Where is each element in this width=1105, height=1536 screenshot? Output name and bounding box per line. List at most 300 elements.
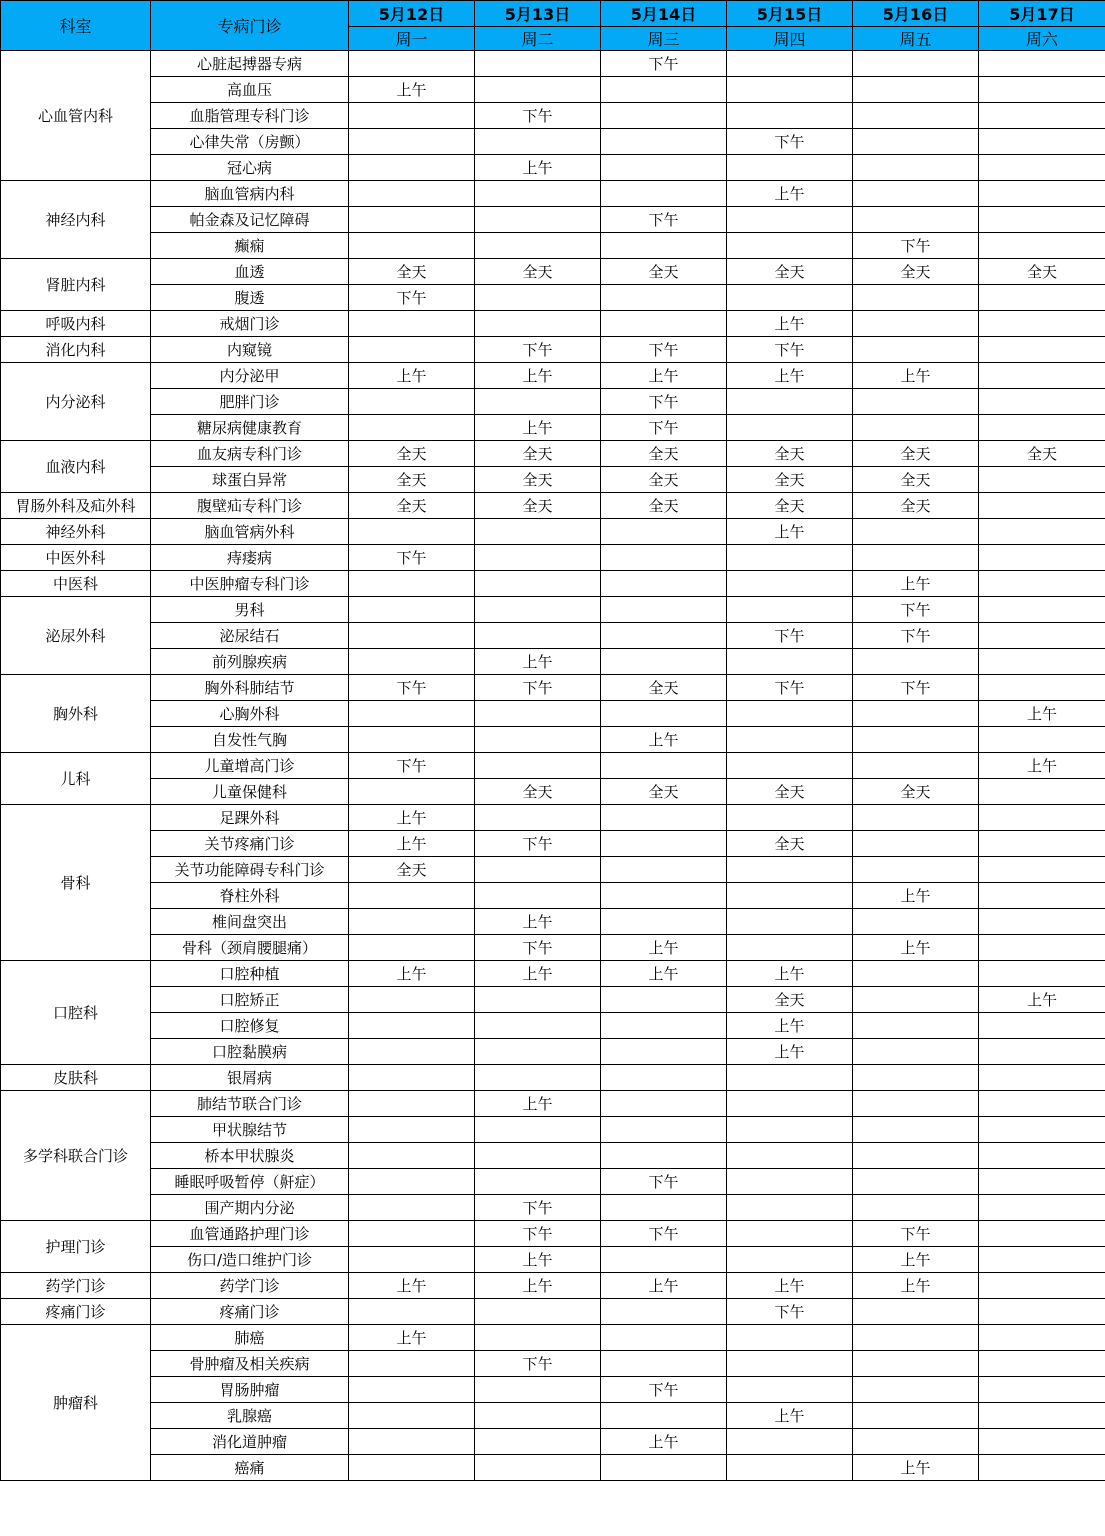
schedule-slot	[979, 155, 1105, 181]
schedule-slot	[601, 1299, 727, 1325]
schedule-slot	[979, 1377, 1105, 1403]
schedule-slot	[475, 1065, 601, 1091]
specialty-cell: 关节功能障碍专科门诊	[151, 857, 349, 883]
schedule-slot	[349, 1065, 475, 1091]
schedule-slot	[979, 1299, 1105, 1325]
specialty-cell: 骨科（颈肩腰腿痛）	[151, 935, 349, 961]
header-dept: 科室	[1, 1, 151, 51]
schedule-slot: 上午	[349, 805, 475, 831]
schedule-slot: 下午	[601, 415, 727, 441]
schedule-slot	[979, 233, 1105, 259]
schedule-slot	[601, 909, 727, 935]
schedule-slot: 上午	[853, 883, 979, 909]
schedule-slot	[727, 1455, 853, 1481]
schedule-slot	[853, 155, 979, 181]
schedule-slot	[853, 311, 979, 337]
table-body	[1, 51, 1105, 1481]
header-date: 5月12日	[349, 1, 475, 27]
schedule-slot: 下午	[853, 1221, 979, 1247]
schedule-slot	[727, 909, 853, 935]
table-row	[1, 597, 1105, 623]
specialty-cell: 男科	[151, 597, 349, 623]
dept-cell: 胃肠外科及疝外科	[1, 493, 151, 519]
schedule-slot	[979, 1455, 1105, 1481]
schedule-slot	[979, 285, 1105, 311]
schedule-slot	[727, 597, 853, 623]
table-row	[1, 1091, 1105, 1117]
specialty-cell: 乳腺癌	[151, 1403, 349, 1429]
schedule-slot: 下午	[853, 623, 979, 649]
schedule-slot: 上午	[853, 1273, 979, 1299]
schedule-slot	[475, 519, 601, 545]
schedule-slot	[349, 987, 475, 1013]
header-weekday: 周五	[853, 27, 979, 51]
schedule-slot: 全天	[727, 467, 853, 493]
schedule-slot	[349, 1143, 475, 1169]
schedule-slot: 全天	[853, 467, 979, 493]
dept-cell: 肿瘤科	[1, 1325, 151, 1481]
schedule-slot	[979, 77, 1105, 103]
specialty-cell: 癌痛	[151, 1455, 349, 1481]
schedule-slot	[853, 129, 979, 155]
schedule-slot	[601, 805, 727, 831]
schedule-slot	[727, 1117, 853, 1143]
schedule-slot	[979, 519, 1105, 545]
specialty-cell: 肺癌	[151, 1325, 349, 1351]
schedule-slot	[979, 207, 1105, 233]
schedule-slot	[979, 389, 1105, 415]
schedule-slot	[853, 207, 979, 233]
schedule-slot: 上午	[349, 363, 475, 389]
schedule-slot: 全天	[853, 493, 979, 519]
table-row	[1, 909, 1105, 935]
schedule-slot	[475, 1039, 601, 1065]
schedule-slot: 全天	[349, 259, 475, 285]
schedule-slot	[601, 1091, 727, 1117]
schedule-slot: 下午	[475, 103, 601, 129]
dept-cell: 胸外科	[1, 675, 151, 753]
schedule-slot: 全天	[727, 441, 853, 467]
table-row	[1, 77, 1105, 103]
schedule-slot	[475, 701, 601, 727]
schedule-slot: 上午	[349, 961, 475, 987]
schedule-slot	[349, 649, 475, 675]
schedule-slot: 全天	[727, 779, 853, 805]
schedule-slot: 上午	[475, 1091, 601, 1117]
table-row	[1, 259, 1105, 285]
schedule-slot	[349, 1299, 475, 1325]
table-row	[1, 1273, 1105, 1299]
schedule-slot	[349, 1195, 475, 1221]
table-row	[1, 1221, 1105, 1247]
schedule-slot	[601, 1351, 727, 1377]
dept-cell: 疼痛门诊	[1, 1299, 151, 1325]
schedule-slot	[853, 909, 979, 935]
schedule-slot: 下午	[727, 129, 853, 155]
specialty-cell: 椎间盘突出	[151, 909, 349, 935]
table-row	[1, 285, 1105, 311]
dept-cell: 骨科	[1, 805, 151, 961]
header-weekday: 周六	[979, 27, 1105, 51]
schedule-slot	[979, 51, 1105, 77]
schedule-slot	[475, 1429, 601, 1455]
schedule-slot	[349, 1039, 475, 1065]
table-row	[1, 155, 1105, 181]
specialty-cell: 伤口/造口维护门诊	[151, 1247, 349, 1273]
schedule-slot	[475, 207, 601, 233]
schedule-slot: 全天	[979, 259, 1105, 285]
schedule-slot	[349, 233, 475, 259]
schedule-slot: 下午	[349, 285, 475, 311]
header-date: 5月16日	[853, 1, 979, 27]
specialty-cell: 痔瘘病	[151, 545, 349, 571]
schedule-slot: 上午	[727, 1039, 853, 1065]
table-row	[1, 1325, 1105, 1351]
schedule-slot: 上午	[601, 961, 727, 987]
schedule-slot	[853, 51, 979, 77]
table-row	[1, 1065, 1105, 1091]
header-weekday: 周四	[727, 27, 853, 51]
schedule-slot	[349, 727, 475, 753]
schedule-slot	[727, 1221, 853, 1247]
specialty-cell: 脊柱外科	[151, 883, 349, 909]
schedule-slot: 上午	[853, 935, 979, 961]
table-row	[1, 233, 1105, 259]
schedule-slot	[349, 519, 475, 545]
schedule-slot: 全天	[475, 493, 601, 519]
schedule-slot	[979, 675, 1105, 701]
schedule-slot	[727, 77, 853, 103]
schedule-slot	[853, 961, 979, 987]
specialty-cell: 糖尿病健康教育	[151, 415, 349, 441]
schedule-slot	[853, 1429, 979, 1455]
specialty-cell: 心律失常（房颤）	[151, 129, 349, 155]
schedule-slot: 下午	[349, 545, 475, 571]
dept-cell: 儿科	[1, 753, 151, 805]
schedule-slot: 上午	[475, 155, 601, 181]
schedule-slot	[601, 1143, 727, 1169]
schedule-slot	[475, 1377, 601, 1403]
specialty-cell: 骨肿瘤及相关疾病	[151, 1351, 349, 1377]
schedule-slot: 全天	[727, 831, 853, 857]
header-date: 5月14日	[601, 1, 727, 27]
table-row	[1, 129, 1105, 155]
table-row	[1, 1039, 1105, 1065]
schedule-slot	[601, 701, 727, 727]
specialty-cell: 肺结节联合门诊	[151, 1091, 349, 1117]
schedule-slot	[475, 727, 601, 753]
dept-cell: 内分泌科	[1, 363, 151, 441]
schedule-slot	[349, 207, 475, 233]
schedule-slot	[979, 1169, 1105, 1195]
table-row	[1, 1455, 1105, 1481]
dept-cell: 血液内科	[1, 441, 151, 493]
schedule-slot: 上午	[475, 649, 601, 675]
schedule-slot: 上午	[727, 961, 853, 987]
schedule-slot: 全天	[601, 493, 727, 519]
table-row	[1, 181, 1105, 207]
specialty-cell: 关节疼痛门诊	[151, 831, 349, 857]
schedule-slot	[727, 1065, 853, 1091]
schedule-slot	[853, 389, 979, 415]
schedule-slot	[979, 337, 1105, 363]
schedule-slot	[979, 1325, 1105, 1351]
schedule-slot	[475, 545, 601, 571]
schedule-slot	[475, 883, 601, 909]
schedule-slot: 全天	[475, 441, 601, 467]
schedule-slot	[475, 1455, 601, 1481]
schedule-slot: 下午	[475, 675, 601, 701]
schedule-slot	[979, 311, 1105, 337]
schedule-slot: 下午	[853, 675, 979, 701]
schedule-slot	[601, 649, 727, 675]
schedule-slot	[853, 285, 979, 311]
schedule-slot	[475, 857, 601, 883]
schedule-slot	[979, 597, 1105, 623]
schedule-slot	[601, 1039, 727, 1065]
dept-cell: 护理门诊	[1, 1221, 151, 1273]
schedule-slot: 上午	[601, 935, 727, 961]
schedule-slot	[601, 883, 727, 909]
specialty-cell: 肥胖门诊	[151, 389, 349, 415]
dept-cell: 多学科联合门诊	[1, 1091, 151, 1221]
schedule-slot: 上午	[349, 77, 475, 103]
schedule-slot	[475, 1325, 601, 1351]
dept-cell: 神经外科	[1, 519, 151, 545]
schedule-slot	[979, 181, 1105, 207]
schedule-slot	[853, 519, 979, 545]
dept-cell: 肾脏内科	[1, 259, 151, 311]
schedule-slot	[727, 1325, 853, 1351]
schedule-slot	[349, 1013, 475, 1039]
schedule-slot	[979, 935, 1105, 961]
schedule-slot	[349, 701, 475, 727]
schedule-slot	[475, 181, 601, 207]
schedule-slot	[475, 77, 601, 103]
schedule-slot: 上午	[601, 727, 727, 753]
schedule-slot	[979, 1429, 1105, 1455]
schedule-slot	[601, 311, 727, 337]
specialty-cell: 内分泌甲	[151, 363, 349, 389]
specialty-cell: 癫痫	[151, 233, 349, 259]
schedule-slot	[727, 285, 853, 311]
schedule-slot: 下午	[475, 1195, 601, 1221]
schedule-slot	[475, 389, 601, 415]
schedule-slot	[349, 1351, 475, 1377]
specialty-cell: 血管通路护理门诊	[151, 1221, 349, 1247]
specialty-cell: 自发性气胸	[151, 727, 349, 753]
schedule-slot: 下午	[853, 597, 979, 623]
schedule-slot	[853, 1013, 979, 1039]
schedule-slot: 全天	[601, 779, 727, 805]
schedule-slot: 上午	[853, 1247, 979, 1273]
schedule-slot: 上午	[727, 1273, 853, 1299]
schedule-slot	[601, 181, 727, 207]
schedule-slot	[349, 103, 475, 129]
schedule-slot	[601, 285, 727, 311]
dept-cell: 皮肤科	[1, 1065, 151, 1091]
specialty-cell: 血脂管理专科门诊	[151, 103, 349, 129]
schedule-slot	[475, 311, 601, 337]
schedule-slot: 下午	[349, 753, 475, 779]
schedule-slot	[349, 597, 475, 623]
schedule-slot: 上午	[475, 1247, 601, 1273]
schedule-slot: 上午	[601, 1273, 727, 1299]
schedule-slot: 上午	[601, 363, 727, 389]
schedule-slot	[979, 883, 1105, 909]
schedule-slot	[853, 1039, 979, 1065]
table-row	[1, 1013, 1105, 1039]
schedule-slot	[979, 1221, 1105, 1247]
schedule-slot: 上午	[979, 753, 1105, 779]
schedule-slot	[349, 389, 475, 415]
schedule-slot	[475, 1169, 601, 1195]
schedule-slot	[601, 597, 727, 623]
table-row	[1, 1403, 1105, 1429]
schedule-slot	[727, 415, 853, 441]
schedule-slot	[349, 571, 475, 597]
schedule-slot: 全天	[475, 259, 601, 285]
schedule-slot	[979, 545, 1105, 571]
specialty-cell: 疼痛门诊	[151, 1299, 349, 1325]
schedule-slot	[853, 1143, 979, 1169]
schedule-slot: 上午	[727, 311, 853, 337]
table-row	[1, 883, 1105, 909]
table-row	[1, 519, 1105, 545]
schedule-slot	[853, 1091, 979, 1117]
schedule-slot: 下午	[601, 1169, 727, 1195]
schedule-slot: 下午	[853, 233, 979, 259]
schedule-slot	[727, 1429, 853, 1455]
schedule-slot	[979, 1013, 1105, 1039]
schedule-slot	[979, 909, 1105, 935]
schedule-slot	[475, 1143, 601, 1169]
schedule-slot	[853, 77, 979, 103]
specialty-cell: 口腔矫正	[151, 987, 349, 1013]
schedule-slot	[349, 1091, 475, 1117]
specialty-cell: 围产期内分泌	[151, 1195, 349, 1221]
schedule-slot	[853, 1351, 979, 1377]
schedule-slot	[349, 415, 475, 441]
schedule-slot	[349, 337, 475, 363]
schedule-slot	[853, 1195, 979, 1221]
schedule-slot	[853, 727, 979, 753]
schedule-slot	[979, 493, 1105, 519]
schedule-slot	[349, 779, 475, 805]
dept-cell: 消化内科	[1, 337, 151, 363]
specialty-cell: 消化道肿瘤	[151, 1429, 349, 1455]
schedule-slot	[475, 285, 601, 311]
schedule-slot: 上午	[979, 701, 1105, 727]
schedule-slot	[727, 233, 853, 259]
table-row	[1, 1117, 1105, 1143]
specialty-cell: 口腔种植	[151, 961, 349, 987]
schedule-slot	[349, 181, 475, 207]
specialty-cell: 血友病专科门诊	[151, 441, 349, 467]
table-row	[1, 1143, 1105, 1169]
schedule-slot	[979, 623, 1105, 649]
dept-cell: 泌尿外科	[1, 597, 151, 675]
specialty-cell: 球蛋白异常	[151, 467, 349, 493]
schedule-slot	[601, 1455, 727, 1481]
schedule-slot: 下午	[475, 1221, 601, 1247]
specialty-cell: 口腔修复	[151, 1013, 349, 1039]
table-row	[1, 857, 1105, 883]
schedule-slot: 下午	[601, 389, 727, 415]
schedule-slot: 下午	[601, 207, 727, 233]
schedule-slot	[979, 1273, 1105, 1299]
schedule-slot	[727, 1247, 853, 1273]
schedule-slot: 下午	[727, 623, 853, 649]
table-row	[1, 675, 1105, 701]
schedule-slot	[475, 1403, 601, 1429]
schedule-slot	[727, 857, 853, 883]
schedule-slot	[475, 597, 601, 623]
specialty-cell: 脑血管病外科	[151, 519, 349, 545]
schedule-slot: 全天	[475, 467, 601, 493]
schedule-slot	[475, 51, 601, 77]
schedule-slot: 上午	[475, 909, 601, 935]
table-row	[1, 623, 1105, 649]
header-date: 5月17日	[979, 1, 1105, 27]
schedule-slot	[601, 753, 727, 779]
specialty-cell: 睡眠呼吸暂停（鼾症）	[151, 1169, 349, 1195]
specialty-cell: 内窥镜	[151, 337, 349, 363]
schedule-slot: 全天	[853, 259, 979, 285]
schedule-slot	[979, 1091, 1105, 1117]
schedule-slot	[727, 1143, 853, 1169]
table-row	[1, 363, 1105, 389]
schedule-slot	[601, 519, 727, 545]
specialty-cell: 冠心病	[151, 155, 349, 181]
schedule-slot	[979, 961, 1105, 987]
table-row	[1, 987, 1105, 1013]
schedule-slot	[853, 1403, 979, 1429]
schedule-slot	[349, 1169, 475, 1195]
table-row	[1, 779, 1105, 805]
specialty-cell: 戒烟门诊	[151, 311, 349, 337]
specialty-cell: 口腔黏膜病	[151, 1039, 349, 1065]
table-row	[1, 337, 1105, 363]
schedule-slot	[853, 1169, 979, 1195]
schedule-slot	[853, 1299, 979, 1325]
schedule-slot	[853, 857, 979, 883]
schedule-slot	[979, 1143, 1105, 1169]
schedule-slot	[727, 1195, 853, 1221]
table-row	[1, 1299, 1105, 1325]
schedule-slot	[349, 1117, 475, 1143]
schedule-slot	[727, 935, 853, 961]
specialty-cell: 药学门诊	[151, 1273, 349, 1299]
schedule-slot	[349, 883, 475, 909]
specialty-cell: 高血压	[151, 77, 349, 103]
dept-cell: 呼吸内科	[1, 311, 151, 337]
schedule-slot: 上午	[727, 363, 853, 389]
specialty-cell: 泌尿结石	[151, 623, 349, 649]
schedule-slot	[601, 129, 727, 155]
schedule-slot	[979, 103, 1105, 129]
schedule-slot	[979, 857, 1105, 883]
schedule-slot	[475, 571, 601, 597]
schedule-slot	[601, 831, 727, 857]
schedule-slot	[475, 1299, 601, 1325]
schedule-slot: 上午	[727, 1403, 853, 1429]
dept-cell: 中医科	[1, 571, 151, 597]
specialty-cell: 脑血管病内科	[151, 181, 349, 207]
schedule-slot: 全天	[349, 467, 475, 493]
schedule-slot: 下午	[349, 675, 475, 701]
dept-cell: 中医外科	[1, 545, 151, 571]
